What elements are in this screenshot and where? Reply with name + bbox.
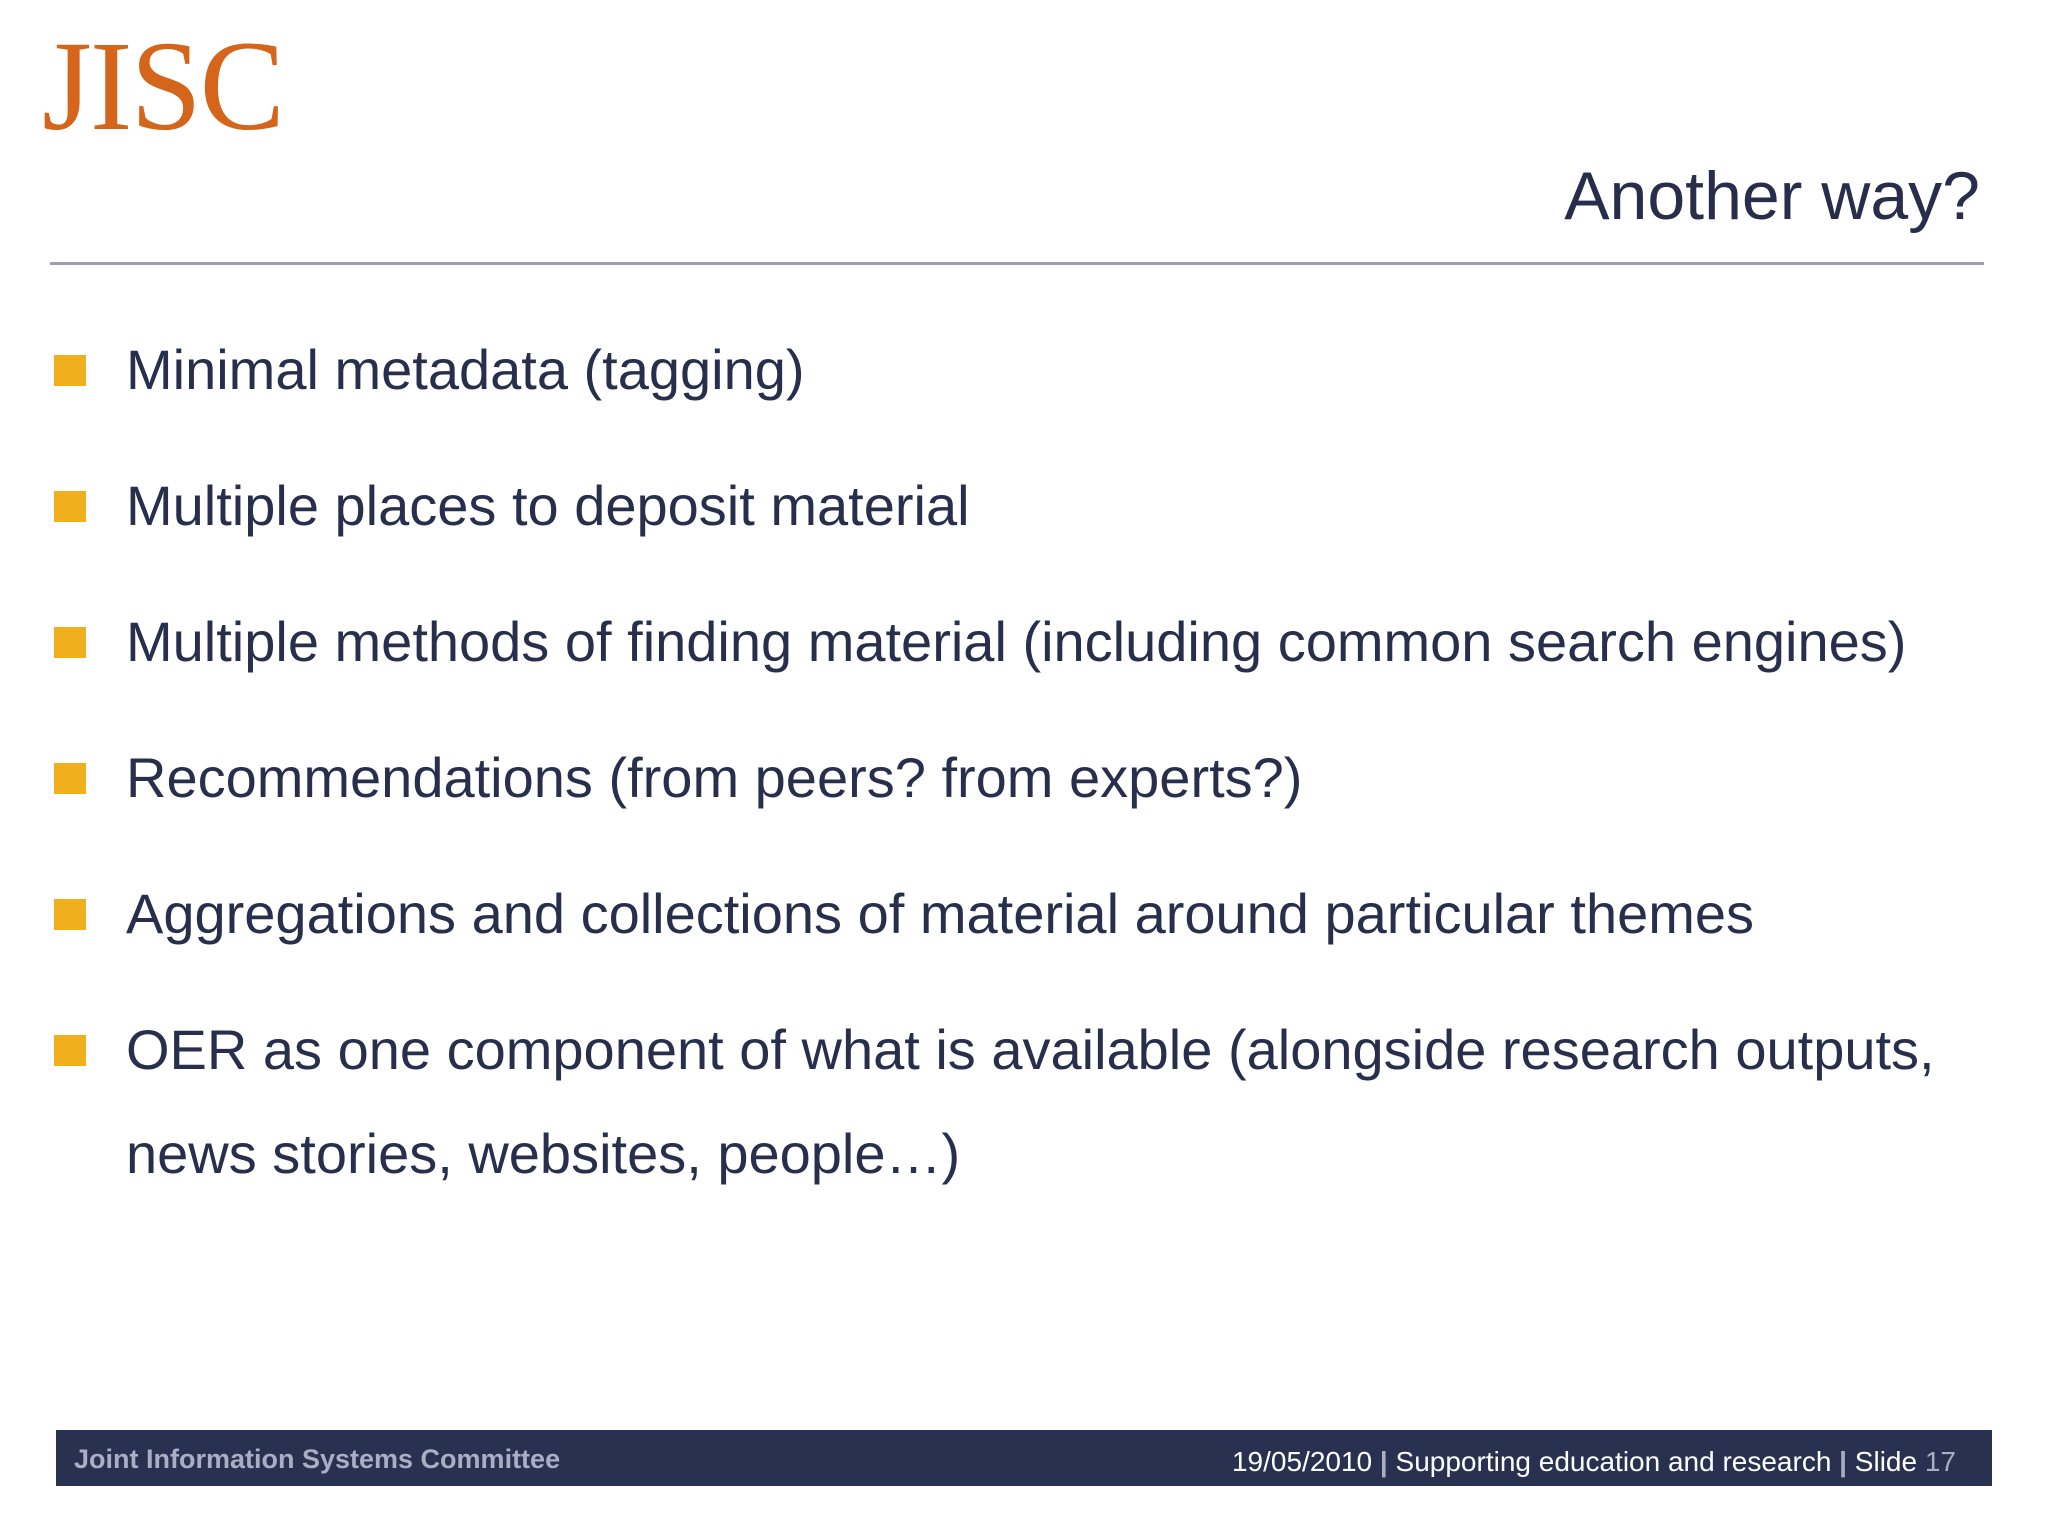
bullet-text: Multiple places to deposit material [126, 474, 970, 537]
footer-date: 19/05/2010 [1231, 1446, 1373, 1477]
bullet-text: Recommendations (from peers? from experts?) [126, 746, 1303, 809]
square-bullet-icon [54, 1035, 86, 1066]
slide-title: Another way? [1564, 158, 1980, 234]
footer-separator: | [1839, 1446, 1848, 1477]
square-bullet-icon [54, 491, 86, 522]
footer-tagline: Supporting education and research [1395, 1446, 1832, 1477]
footer-separator: | [1379, 1446, 1388, 1477]
bullet-text: OER as one component of what is available (alongside research outputs, news stories, websites, people…) [126, 1018, 1935, 1185]
footer-slide-label: Slide [1854, 1446, 1918, 1477]
bullet-item [54, 318, 1974, 418]
footer-organization: Joint Information Systems Committee [74, 1444, 561, 1474]
square-bullet-icon [54, 899, 86, 930]
bullet-text: Multiple methods of finding material (including common search engines) [126, 610, 1907, 673]
footer-info [1232, 1446, 1956, 1478]
footer-bar [56, 1430, 1992, 1486]
square-bullet-icon [54, 763, 86, 794]
square-bullet-icon [54, 627, 86, 658]
footer-slide-number: 17 [1924, 1446, 1956, 1477]
bullet-text: Aggregations and collections of material around particular themes [126, 882, 1755, 945]
bullet-text: Minimal metadata (tagging) [126, 338, 805, 401]
jisc-logo: JISC [42, 15, 283, 157]
bullet-item [54, 998, 1974, 1208]
bullet-item [54, 454, 1974, 554]
bullet-item [54, 726, 1974, 826]
bullet-item [54, 862, 1974, 962]
square-bullet-icon [54, 355, 86, 386]
bullet-item [54, 590, 1974, 690]
